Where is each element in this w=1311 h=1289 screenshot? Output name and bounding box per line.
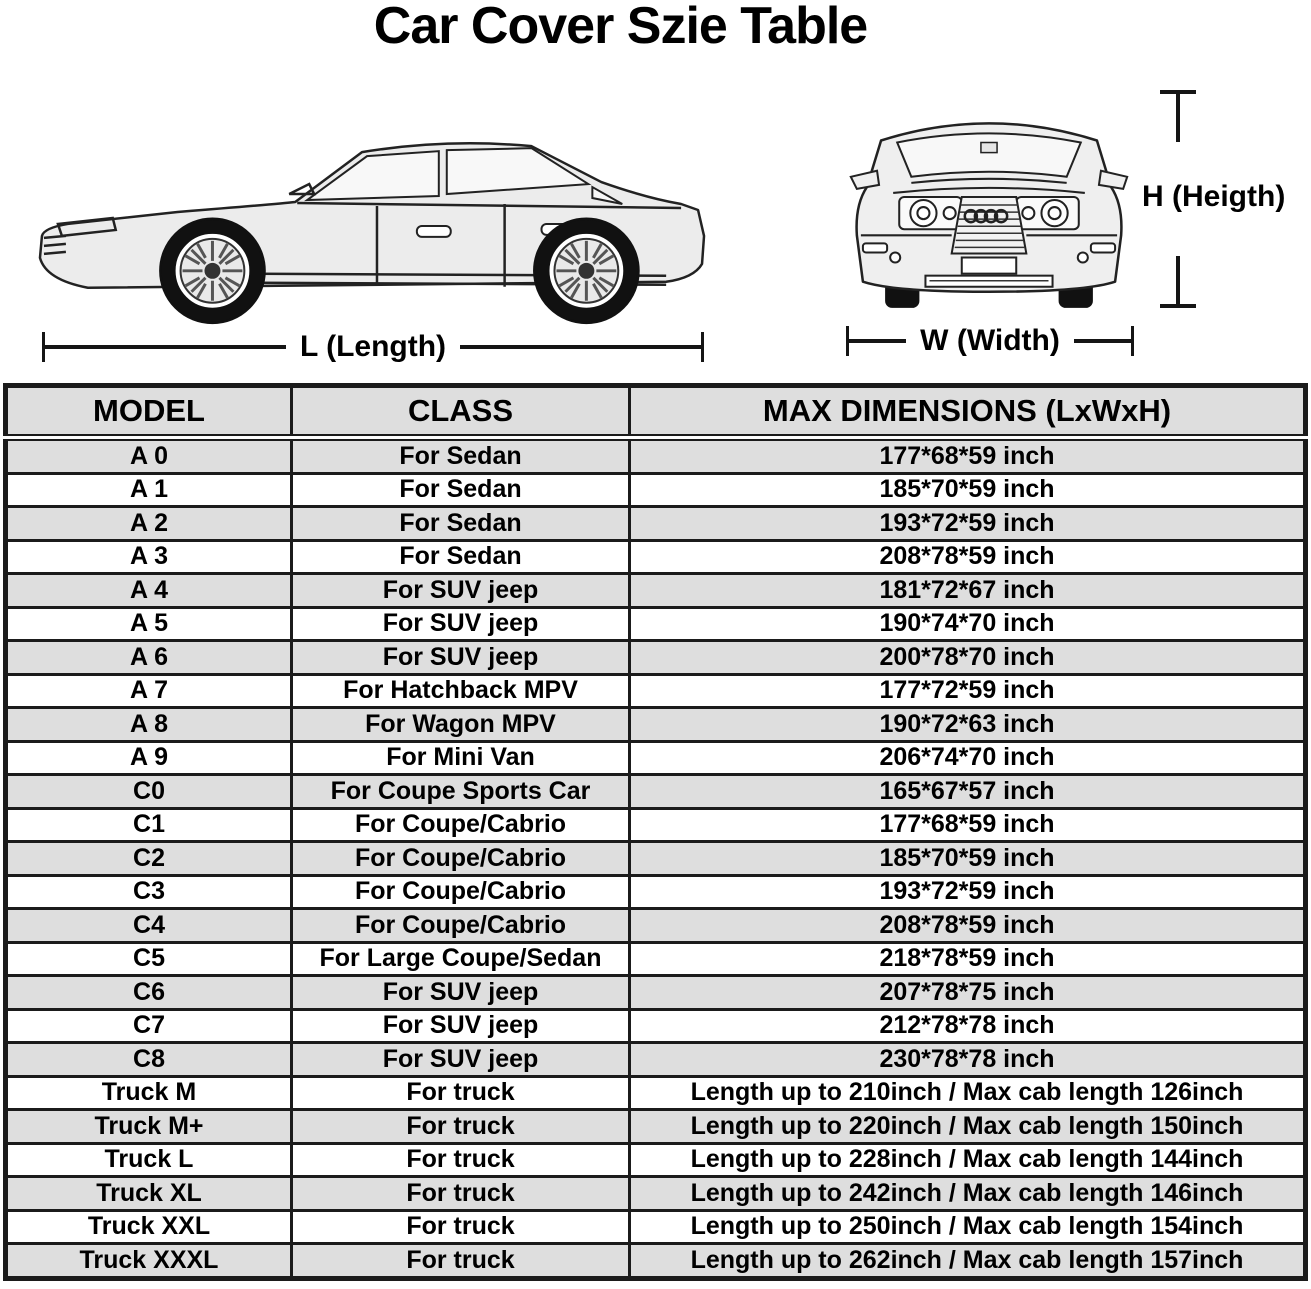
model-cell: C6 bbox=[6, 976, 292, 1010]
model-cell: A 3 bbox=[6, 540, 292, 574]
table-row bbox=[6, 438, 1306, 474]
class-cell: For Mini Van bbox=[292, 741, 630, 775]
car-front-view-illustration bbox=[832, 84, 1146, 316]
height-dimension-stem bbox=[1176, 256, 1180, 306]
model-cell: C4 bbox=[6, 909, 292, 943]
model-cell: Truck M+ bbox=[6, 1110, 292, 1144]
width-dimension-line bbox=[846, 324, 1134, 358]
dimension-segment bbox=[849, 339, 906, 343]
table-row bbox=[6, 1076, 1306, 1110]
class-cell: For SUV jeep bbox=[292, 976, 630, 1010]
model-cell: A 9 bbox=[6, 741, 292, 775]
model-cell: A 2 bbox=[6, 507, 292, 541]
table-row bbox=[6, 1143, 1306, 1177]
size-table-header bbox=[6, 386, 1306, 438]
model-cell: A 4 bbox=[6, 574, 292, 608]
dimensions-cell: 208*78*59 inch bbox=[630, 909, 1306, 943]
model-cell: A 8 bbox=[6, 708, 292, 742]
class-cell: For truck bbox=[292, 1210, 630, 1244]
class-cell: For SUV jeep bbox=[292, 1043, 630, 1077]
model-cell: C1 bbox=[6, 808, 292, 842]
table-row bbox=[6, 473, 1306, 507]
table-row bbox=[6, 674, 1306, 708]
class-cell: For Wagon MPV bbox=[292, 708, 630, 742]
class-cell: For Sedan bbox=[292, 540, 630, 574]
dimensions-cell: 181*72*67 inch bbox=[630, 574, 1306, 608]
class-cell: For Coupe/Cabrio bbox=[292, 808, 630, 842]
sedan-side-view-illustration bbox=[28, 86, 716, 326]
height-dimension-stem bbox=[1176, 90, 1180, 142]
table-row bbox=[6, 909, 1306, 943]
model-cell: A 7 bbox=[6, 674, 292, 708]
dimensions-cell: 165*67*57 inch bbox=[630, 775, 1306, 809]
table-row bbox=[6, 574, 1306, 608]
class-cell: For SUV jeep bbox=[292, 1009, 630, 1043]
class-cell: For Hatchback MPV bbox=[292, 674, 630, 708]
model-cell: A 0 bbox=[6, 438, 292, 474]
size-table bbox=[3, 383, 1308, 1281]
height-dimension-bottom-cap bbox=[1160, 304, 1196, 308]
model-cell: Truck L bbox=[6, 1143, 292, 1177]
table-row bbox=[6, 775, 1306, 809]
class-cell: For Coupe Sports Car bbox=[292, 775, 630, 809]
column-header-model: MODEL bbox=[6, 386, 292, 438]
model-cell: A 1 bbox=[6, 473, 292, 507]
table-row bbox=[6, 1210, 1306, 1244]
model-cell: C3 bbox=[6, 875, 292, 909]
model-cell: C0 bbox=[6, 775, 292, 809]
dimensions-cell: 193*72*59 inch bbox=[630, 507, 1306, 541]
dimensions-cell: Length up to 262inch / Max cab length 157inch bbox=[630, 1244, 1306, 1279]
class-cell: For Coupe/Cabrio bbox=[292, 909, 630, 943]
class-cell: For truck bbox=[292, 1143, 630, 1177]
column-header-class: CLASS bbox=[292, 386, 630, 438]
class-cell: For Sedan bbox=[292, 473, 630, 507]
model-cell: Truck M bbox=[6, 1076, 292, 1110]
front-wheel-icon bbox=[161, 219, 265, 323]
table-row bbox=[6, 741, 1306, 775]
model-cell: Truck XXL bbox=[6, 1210, 292, 1244]
dimensions-cell: Length up to 220inch / Max cab length 150inch bbox=[630, 1110, 1306, 1144]
dimensions-cell: 193*72*59 inch bbox=[630, 875, 1306, 909]
class-cell: For truck bbox=[292, 1244, 630, 1279]
page-title: Car Cover Szie Table bbox=[373, 0, 868, 55]
class-cell: For Sedan bbox=[292, 507, 630, 541]
class-cell: For truck bbox=[292, 1076, 630, 1110]
dimensions-cell: 230*78*78 inch bbox=[630, 1043, 1306, 1077]
table-row bbox=[6, 1009, 1306, 1043]
class-cell: For Large Coupe/Sedan bbox=[292, 942, 630, 976]
length-dimension-line bbox=[42, 330, 704, 364]
table-row bbox=[6, 942, 1306, 976]
class-cell: For Coupe/Cabrio bbox=[292, 842, 630, 876]
rear-wheel-icon bbox=[535, 219, 639, 323]
width-label: W (Width) bbox=[920, 324, 1060, 357]
model-cell: Truck XXXL bbox=[6, 1244, 292, 1279]
dimension-segment bbox=[1074, 339, 1131, 343]
dimensions-cell: 177*72*59 inch bbox=[630, 674, 1306, 708]
header-row bbox=[6, 386, 1306, 438]
class-cell: For SUV jeep bbox=[292, 641, 630, 675]
table-row bbox=[6, 842, 1306, 876]
dimensions-cell: 177*68*59 inch bbox=[630, 438, 1306, 474]
dimensions-cell: 185*70*59 inch bbox=[630, 473, 1306, 507]
table-row bbox=[6, 875, 1306, 909]
table-row bbox=[6, 1110, 1306, 1144]
class-cell: For Coupe/Cabrio bbox=[292, 875, 630, 909]
dimensions-cell: 185*70*59 inch bbox=[630, 842, 1306, 876]
table-row bbox=[6, 808, 1306, 842]
model-cell: C2 bbox=[6, 842, 292, 876]
model-cell: C5 bbox=[6, 942, 292, 976]
dimensions-cell: 207*78*75 inch bbox=[630, 976, 1306, 1010]
class-cell: For truck bbox=[292, 1110, 630, 1144]
class-cell: For SUV jeep bbox=[292, 607, 630, 641]
car-diagram-band bbox=[0, 0, 1311, 380]
size-table-body bbox=[6, 438, 1306, 1279]
dimension-tick bbox=[1131, 326, 1134, 356]
class-cell: For Sedan bbox=[292, 438, 630, 474]
table-row bbox=[6, 507, 1306, 541]
table-row bbox=[6, 1177, 1306, 1211]
dimensions-cell: Length up to 210inch / Max cab length 126inch bbox=[630, 1076, 1306, 1110]
dimension-segment bbox=[45, 345, 286, 349]
table-row bbox=[6, 1043, 1306, 1077]
model-cell: A 5 bbox=[6, 607, 292, 641]
dimensions-cell: 206*74*70 inch bbox=[630, 741, 1306, 775]
model-cell: Truck XL bbox=[6, 1177, 292, 1211]
height-label: H (Heigth) bbox=[1142, 180, 1286, 213]
dimensions-cell: Length up to 250inch / Max cab length 154inch bbox=[630, 1210, 1306, 1244]
dimension-tick bbox=[701, 332, 704, 362]
dimension-segment bbox=[460, 345, 701, 349]
length-label: L (Length) bbox=[299, 330, 447, 363]
dimensions-cell: 218*78*59 inch bbox=[630, 942, 1306, 976]
model-cell: A 6 bbox=[6, 641, 292, 675]
model-cell: C8 bbox=[6, 1043, 292, 1077]
model-cell: C7 bbox=[6, 1009, 292, 1043]
class-cell: For truck bbox=[292, 1177, 630, 1211]
class-cell: For SUV jeep bbox=[292, 574, 630, 608]
dimensions-cell: 208*78*59 inch bbox=[630, 540, 1306, 574]
dimensions-cell: 190*72*63 inch bbox=[630, 708, 1306, 742]
column-header-dimensions: MAX DIMENSIONS (LxWxH) bbox=[630, 386, 1306, 438]
dimensions-cell: 200*78*70 inch bbox=[630, 641, 1306, 675]
dimensions-cell: 212*78*78 inch bbox=[630, 1009, 1306, 1043]
table-row bbox=[6, 607, 1306, 641]
table-row bbox=[6, 540, 1306, 574]
dimensions-cell: 177*68*59 inch bbox=[630, 808, 1306, 842]
dimensions-cell: 190*74*70 inch bbox=[630, 607, 1306, 641]
table-row bbox=[6, 641, 1306, 675]
dimensions-cell: Length up to 228inch / Max cab length 144inch bbox=[630, 1143, 1306, 1177]
table-row bbox=[6, 1244, 1306, 1279]
table-row bbox=[6, 708, 1306, 742]
dimensions-cell: Length up to 242inch / Max cab length 146inch bbox=[630, 1177, 1306, 1211]
table-row bbox=[6, 976, 1306, 1010]
